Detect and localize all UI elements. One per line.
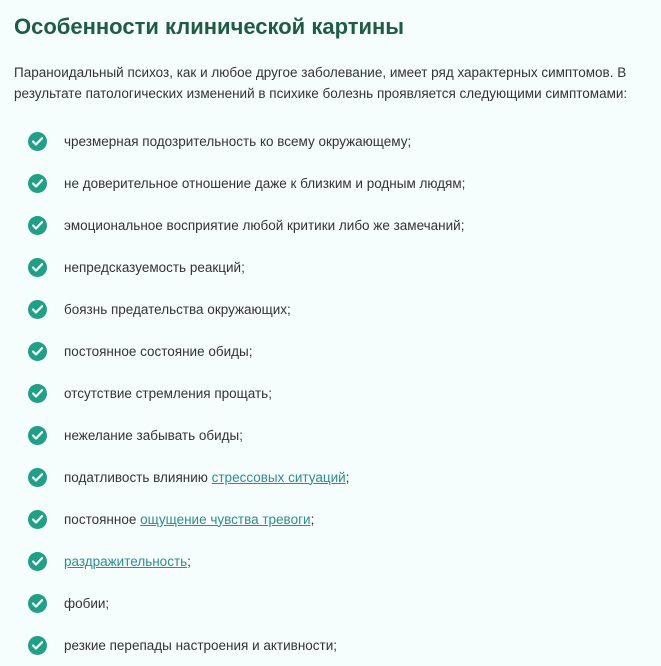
list-item-suffix: ;: [310, 511, 315, 527]
list-item-prefix: постоянное: [64, 511, 141, 527]
check-circle-icon: [28, 552, 47, 571]
list-item-suffix: ;: [345, 469, 350, 485]
list-item-text: эмоциональное восприятие любой критики либо же замечаний;: [64, 217, 465, 233]
check-circle-icon: [28, 174, 47, 193]
list-item-suffix: ;: [187, 553, 191, 569]
list-item-text: [64, 554, 191, 569]
list-item: [14, 498, 651, 540]
check-circle-icon: [28, 384, 47, 403]
list-item: [14, 414, 651, 456]
list-item: [14, 330, 651, 372]
list-item-text: постоянное состояние обиды;: [64, 343, 253, 359]
check-circle-icon: [28, 258, 47, 277]
list-item: [14, 540, 651, 582]
list-item-text: непредсказуемость реакций;: [64, 259, 245, 275]
list-item-text: боязнь предательства окружающих;: [64, 301, 291, 317]
list-item: [14, 288, 651, 330]
anxiety-feeling-link[interactable]: ощущение чувства тревоги: [140, 511, 311, 527]
check-circle-icon: [28, 132, 47, 151]
check-circle-icon: [28, 468, 47, 487]
list-item: [14, 120, 651, 162]
check-circle-icon: [28, 510, 47, 529]
list-item: [14, 624, 651, 666]
check-circle-icon: [28, 636, 47, 655]
check-circle-icon: [28, 300, 47, 319]
list-item-text: не доверительное отношение даже к близким и родным людям;: [64, 175, 466, 191]
check-circle-icon: [28, 342, 47, 361]
list-item: [14, 204, 651, 246]
list-item-text: чрезмерная подозрительность ко всему окружающему;: [64, 133, 412, 149]
list-item-prefix: податливость влиянию: [64, 469, 212, 485]
list-item: [14, 162, 651, 204]
list-item-text: фобии;: [64, 595, 110, 611]
list-item: [14, 582, 651, 624]
list-item: [14, 456, 651, 498]
irritability-link[interactable]: раздражительность: [64, 553, 188, 569]
symptom-list: [14, 120, 651, 666]
stress-situations-link[interactable]: стрессовых ситуаций: [211, 469, 346, 485]
list-item-text: [64, 512, 314, 527]
list-item-text: нежелание забывать обиды;: [64, 427, 243, 443]
list-item: [14, 246, 651, 288]
check-circle-icon: [28, 594, 47, 613]
list-item-text: [64, 470, 349, 485]
check-circle-icon: [28, 216, 47, 235]
intro-paragraph: Параноидальный психоз, как и любое другое заболевание, имеет ряд характерных симптомов. В результате патологических изменений в психике болезнь проявляется следующими симптомами:: [14, 65, 628, 101]
list-item: [14, 372, 651, 414]
section-heading: Особенности клинической картины: [14, 14, 405, 39]
list-item-text: отсутствие стремления прощать;: [64, 385, 272, 401]
list-item-text: резкие перепады настроения и активности;: [64, 637, 338, 653]
check-circle-icon: [28, 426, 47, 445]
